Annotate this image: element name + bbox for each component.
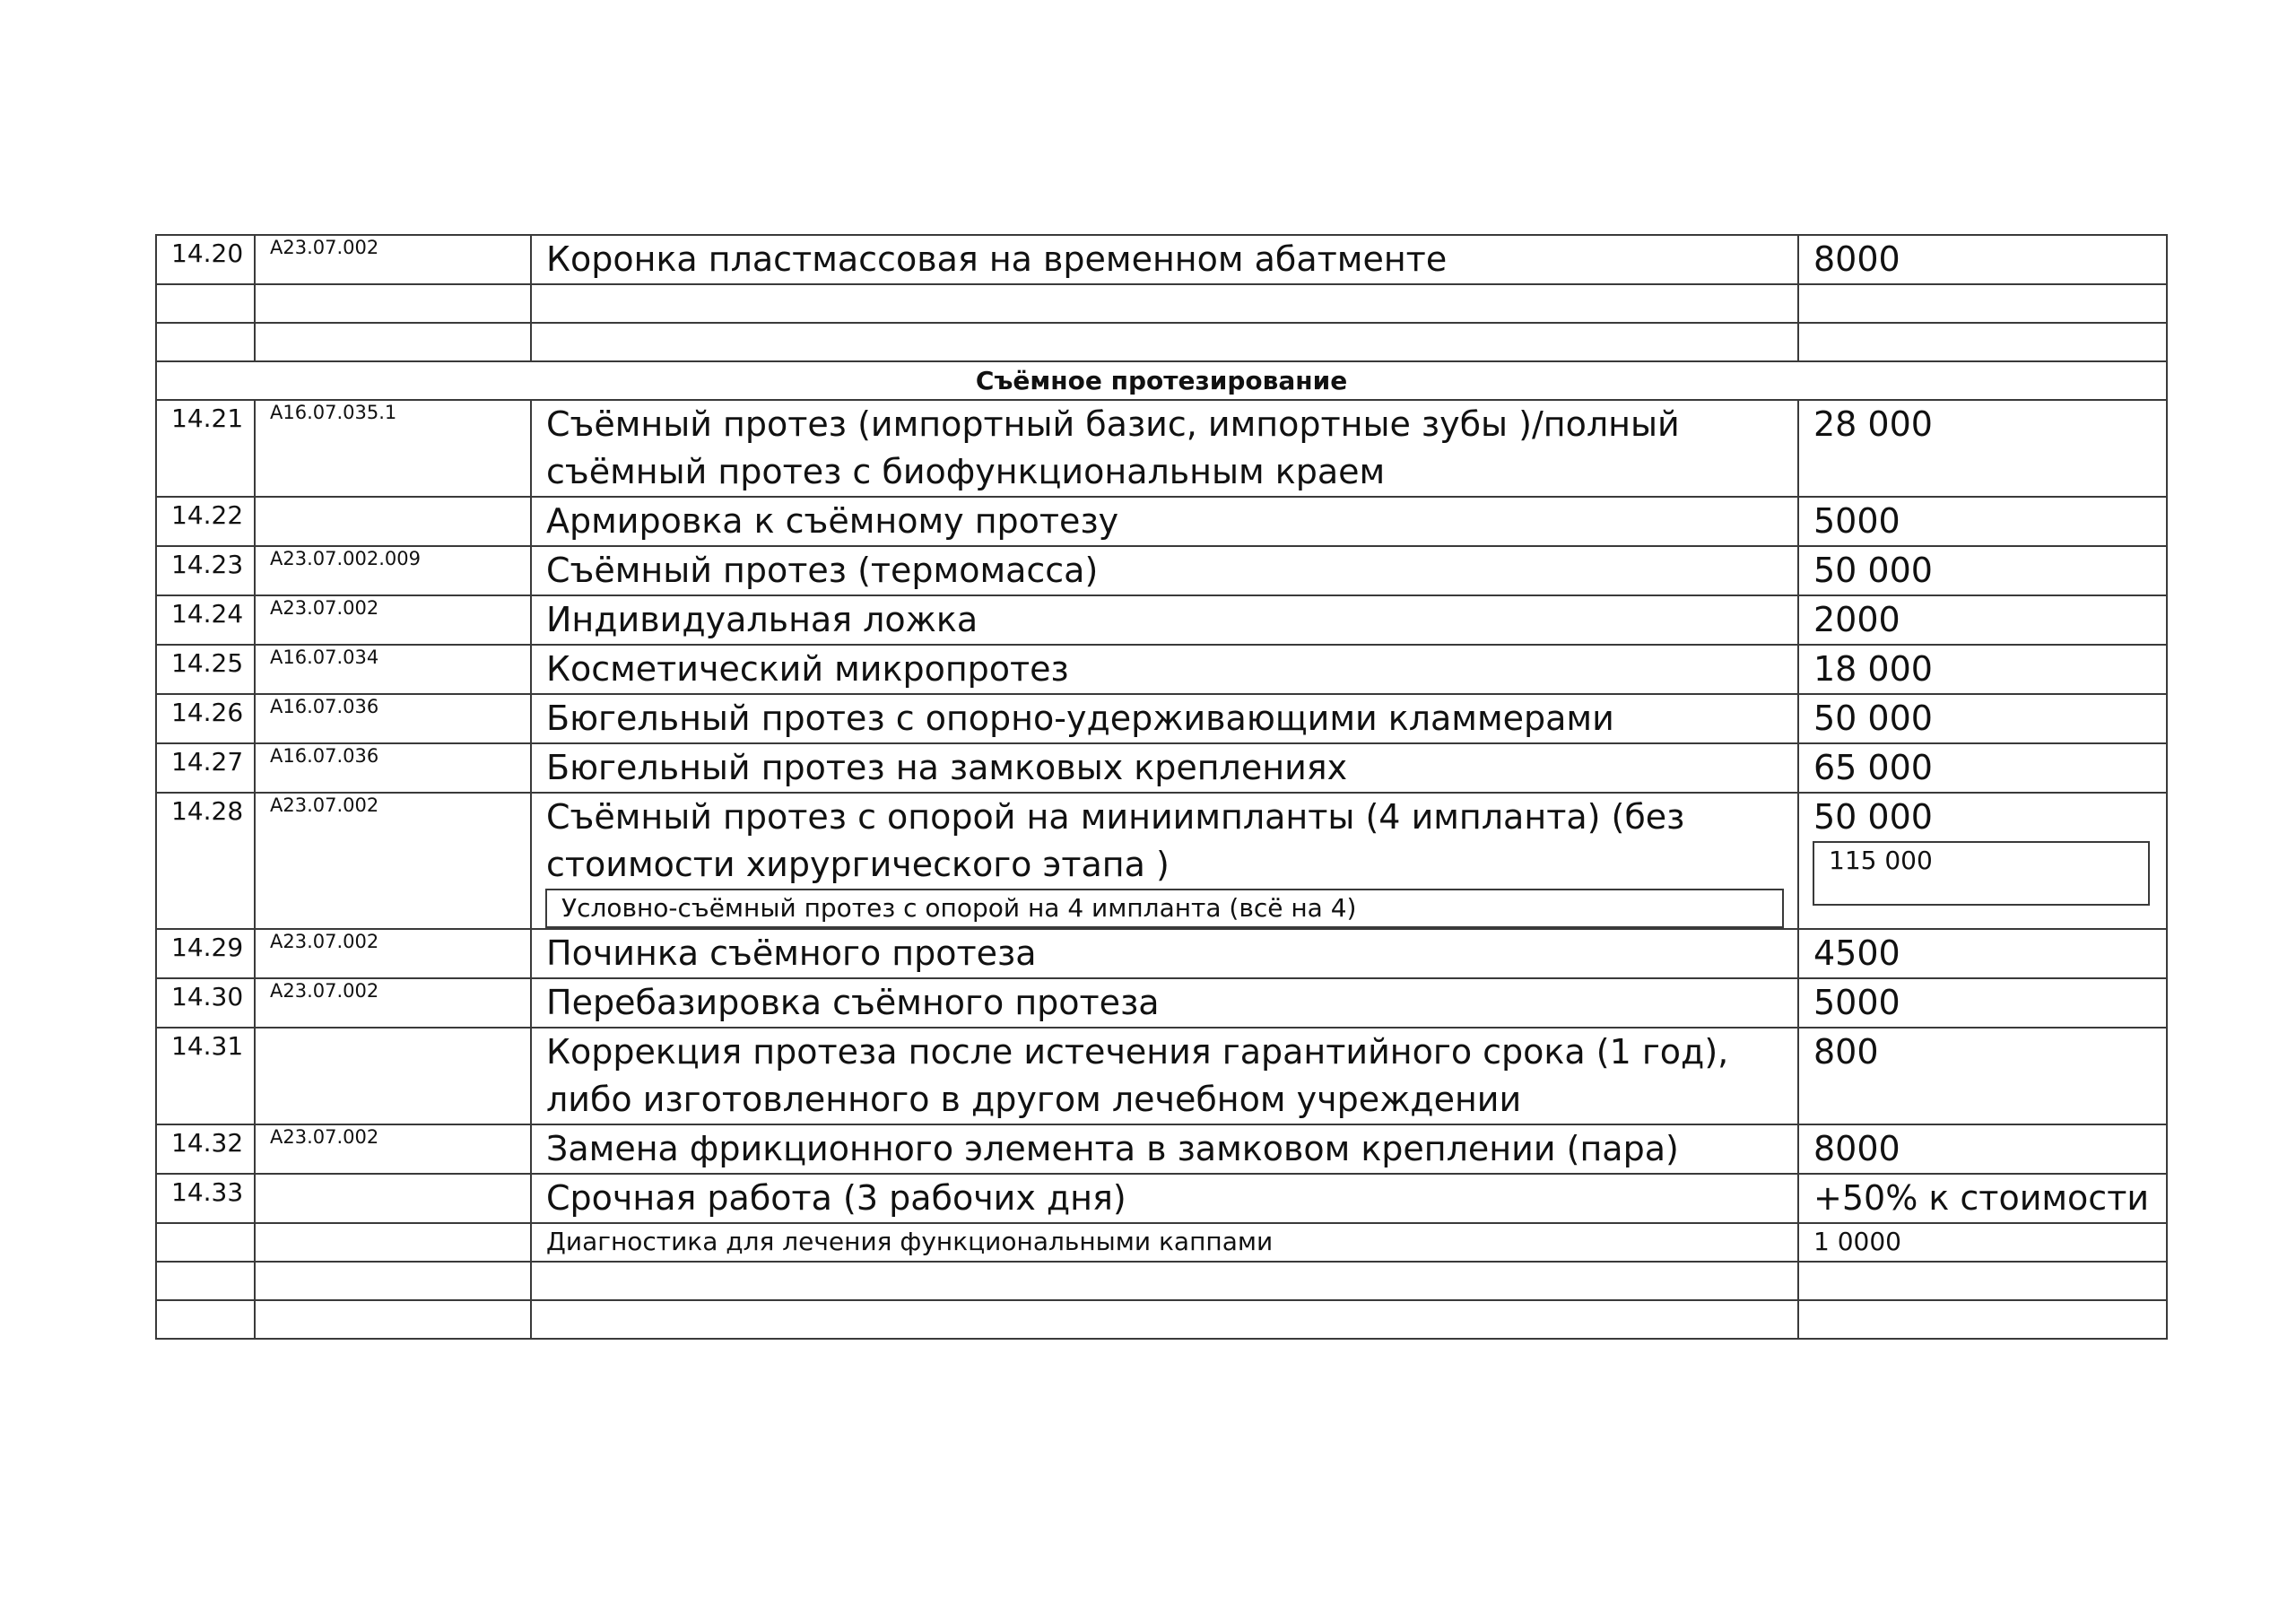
row-number: 14.27 — [156, 743, 255, 793]
service-code: A23.07.002 — [255, 793, 531, 929]
service-price: 50 000 — [1798, 694, 2167, 743]
service-price: 65 000 — [1798, 743, 2167, 793]
row-number: 14.28 — [156, 793, 255, 929]
row-number: 14.21 — [156, 400, 255, 497]
row-number: 14.23 — [156, 546, 255, 595]
table-row — [156, 497, 2167, 546]
row-number: 14.24 — [156, 595, 255, 645]
row-number: 14.33 — [156, 1174, 255, 1223]
service-code: A23.07.002 — [255, 595, 531, 645]
service-name: Съёмный протез (импортный базис, импортные зубы )/полный съёмный протез с биофункциональным краем — [531, 400, 1798, 497]
table-row — [156, 793, 2167, 929]
service-name: Диагностика для лечения функциональными каппами — [531, 1223, 1798, 1262]
row-number: 14.31 — [156, 1028, 255, 1124]
service-price: 800 — [1798, 1028, 2167, 1124]
empty-row — [156, 323, 2167, 361]
service-price: 8000 — [1798, 235, 2167, 284]
service-code — [255, 1174, 531, 1223]
service-name-cell — [531, 793, 1798, 929]
service-code: A23.07.002 — [255, 1124, 531, 1174]
service-name: Замена фрикционного элемента в замковом креплении (пара) — [531, 1124, 1798, 1174]
row-number: 14.29 — [156, 929, 255, 978]
service-code: A16.07.034 — [255, 645, 531, 694]
sub-service-price: 115 000 — [1813, 841, 2150, 906]
service-name: Косметический микропротез — [531, 645, 1798, 694]
empty-row — [156, 1262, 2167, 1300]
service-price: 4500 — [1798, 929, 2167, 978]
table-row — [156, 235, 2167, 284]
empty-row — [156, 284, 2167, 323]
service-code: A16.07.036 — [255, 694, 531, 743]
table-row — [156, 1028, 2167, 1124]
service-name: Бюгельный протез с опорно-удерживающими кламмерами — [531, 694, 1798, 743]
service-price: +50% к стоимости — [1798, 1174, 2167, 1223]
table-row — [156, 694, 2167, 743]
section-title: Съёмное протезирование — [156, 361, 2167, 400]
table-row — [156, 595, 2167, 645]
service-price: 2000 — [1798, 595, 2167, 645]
service-name: Армировка к съёмному протезу — [531, 497, 1798, 546]
sub-service-name: Условно-съёмный протез с опорой на 4 импланта (всё на 4) — [545, 889, 1784, 928]
table-row — [156, 743, 2167, 793]
empty-row — [156, 1300, 2167, 1339]
service-price: 28 000 — [1798, 400, 2167, 497]
service-price: 1 0000 — [1798, 1223, 2167, 1262]
service-name: Срочная работа (3 рабочих дня) — [531, 1174, 1798, 1223]
row-number: 14.30 — [156, 978, 255, 1028]
service-price: 50 000 — [1798, 546, 2167, 595]
service-code: A23.07.002 — [255, 235, 531, 284]
table-row — [156, 645, 2167, 694]
service-name: Бюгельный протез на замковых креплениях — [531, 743, 1798, 793]
service-code: A16.07.035.1 — [255, 400, 531, 497]
row-number: 14.22 — [156, 497, 255, 546]
section-row — [156, 361, 2167, 400]
row-number: 14.20 — [156, 235, 255, 284]
service-price: 5000 — [1798, 978, 2167, 1028]
service-code: A16.07.036 — [255, 743, 531, 793]
price-table — [155, 234, 2168, 1340]
service-price: 50 000 — [1813, 797, 1933, 837]
table-row — [156, 546, 2167, 595]
row-number: 14.32 — [156, 1124, 255, 1174]
table-row — [156, 400, 2167, 497]
service-code: A23.07.002.009 — [255, 546, 531, 595]
row-number: 14.26 — [156, 694, 255, 743]
service-name: Съёмный протез с опорой на миниимпланты (4 импланта) (без стоимости хирургического этапа ) — [546, 797, 1685, 884]
service-name: Съёмный протез (термомасса) — [531, 546, 1798, 595]
service-name: Починка съёмного протеза — [531, 929, 1798, 978]
service-name: Индивидуальная ложка — [531, 595, 1798, 645]
row-number: 14.25 — [156, 645, 255, 694]
row-number — [156, 1223, 255, 1262]
table-row — [156, 1174, 2167, 1223]
table-row — [156, 1124, 2167, 1174]
service-name: Перебазировка съёмного протеза — [531, 978, 1798, 1028]
table-row — [156, 1223, 2167, 1262]
service-price: 18 000 — [1798, 645, 2167, 694]
service-price: 5000 — [1798, 497, 2167, 546]
service-code: A23.07.002 — [255, 978, 531, 1028]
service-name: Коронка пластмассовая на временном абатменте — [531, 235, 1798, 284]
service-code: A23.07.002 — [255, 929, 531, 978]
service-code — [255, 1223, 531, 1262]
table-row — [156, 929, 2167, 978]
service-price: 8000 — [1798, 1124, 2167, 1174]
service-code — [255, 497, 531, 546]
service-name: Коррекция протеза после истечения гарантийного срока (1 год), либо изготовленного в другом лечебном учреждении — [531, 1028, 1798, 1124]
service-price-cell — [1798, 793, 2167, 929]
service-code — [255, 1028, 531, 1124]
table-row — [156, 978, 2167, 1028]
